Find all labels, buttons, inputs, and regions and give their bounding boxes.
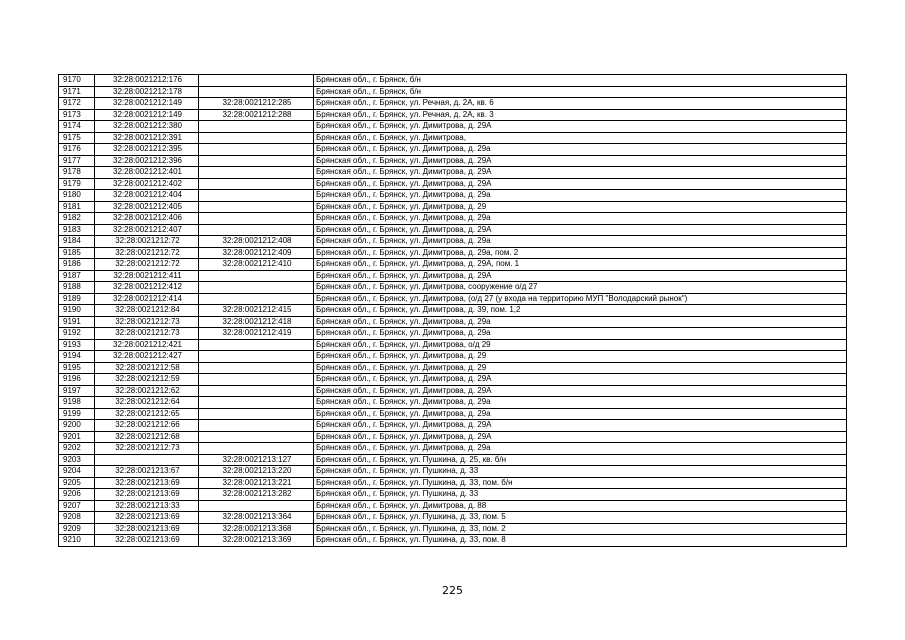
table-row [59, 351, 847, 363]
address-cell: Брянская обл., г. Брянск, ул. Димитрова, д. 29А, пом. 1 [314, 259, 847, 271]
address-cell: Брянская обл., г. Брянск, ул. Пушкина, д. 33 [314, 466, 847, 478]
table-row [59, 523, 847, 535]
cadastral-number-cell: 32:28:0021213:69 [95, 523, 199, 535]
cadastral-number-cell: 32:28:0021212:380 [95, 121, 199, 133]
row-number-cell: 9198 [59, 397, 95, 409]
address-cell: Брянская обл., г. Брянск, ул. Димитрова, д. 29а [314, 443, 847, 455]
cadastral-number-cell: 32:28:0021212:427 [95, 351, 199, 363]
row-number-cell: 9170 [59, 75, 95, 87]
cadastral-number-cell: 32:28:0021212:73 [95, 316, 199, 328]
table-row [59, 213, 847, 225]
address-cell: Брянская обл., г. Брянск, ул. Димитрова, д. 39, пом. 1,2 [314, 305, 847, 317]
object-cadastral-number-cell [199, 385, 314, 397]
row-number-cell: 9190 [59, 305, 95, 317]
address-cell: Брянская обл., г. Брянск, ул. Димитрова, д. 88 [314, 500, 847, 512]
row-number-cell: 9208 [59, 512, 95, 524]
address-cell: Брянская обл., г. Брянск, ул. Димитрова, д. 29А [314, 385, 847, 397]
row-number-cell: 9199 [59, 408, 95, 420]
row-number-cell: 9187 [59, 270, 95, 282]
object-cadastral-number-cell [199, 500, 314, 512]
address-cell: Брянская обл., г. Брянск, ул. Димитрова, д. 29А [314, 374, 847, 386]
cadastral-number-cell: 32:28:0021213:69 [95, 512, 199, 524]
row-number-cell: 9204 [59, 466, 95, 478]
address-cell: Брянская обл., г. Брянск, б/н [314, 75, 847, 87]
object-cadastral-number-cell [199, 121, 314, 133]
object-cadastral-number-cell [199, 293, 314, 305]
row-number-cell: 9177 [59, 155, 95, 167]
object-cadastral-number-cell [199, 224, 314, 236]
address-cell: Брянская обл., г. Брянск, ул. Димитрова, д. 29А [314, 420, 847, 432]
table-row [59, 420, 847, 432]
address-cell: Брянская обл., г. Брянск, ул. Димитрова, д. 29а, пом. 2 [314, 247, 847, 259]
address-cell: Брянская обл., г. Брянск, ул. Димитрова, д. 29а [314, 397, 847, 409]
cadastral-number-cell: 32:28:0021212:176 [95, 75, 199, 87]
row-number-cell: 9174 [59, 121, 95, 133]
object-cadastral-number-cell [199, 190, 314, 202]
object-cadastral-number-cell: 32:28:0021212:288 [199, 109, 314, 121]
address-cell: Брянская обл., г. Брянск, ул. Димитрова, д. 29А [314, 178, 847, 190]
cadastral-number-cell: 32:28:0021212:396 [95, 155, 199, 167]
row-number-cell: 9210 [59, 535, 95, 547]
cadastral-number-cell: 32:28:0021212:411 [95, 270, 199, 282]
row-number-cell: 9193 [59, 339, 95, 351]
object-cadastral-number-cell [199, 431, 314, 443]
row-number-cell: 9186 [59, 259, 95, 271]
cadastral-number-cell: 32:28:0021212:395 [95, 144, 199, 156]
table-row [59, 190, 847, 202]
address-cell: Брянская обл., г. Брянск, ул. Димитрова, сооружение о/д 27 [314, 282, 847, 294]
object-cadastral-number-cell [199, 408, 314, 420]
address-cell: Брянская обл., г. Брянск, ул. Димитрова, д. 29а [314, 408, 847, 420]
row-number-cell: 9178 [59, 167, 95, 179]
address-cell: Брянская обл., г. Брянск, ул. Димитрова, д. 29А [314, 167, 847, 179]
address-cell: Брянская обл., г. Брянск, ул. Димитрова, д. 29А [314, 121, 847, 133]
row-number-cell: 9207 [59, 500, 95, 512]
row-number-cell: 9173 [59, 109, 95, 121]
object-cadastral-number-cell [199, 282, 314, 294]
page-number: 225 [442, 584, 463, 597]
row-number-cell: 9209 [59, 523, 95, 535]
table-row [59, 98, 847, 110]
object-cadastral-number-cell: 32:28:0021213:364 [199, 512, 314, 524]
row-number-cell: 9203 [59, 454, 95, 466]
row-number-cell: 9205 [59, 477, 95, 489]
table-row [59, 167, 847, 179]
row-number-cell: 9196 [59, 374, 95, 386]
object-cadastral-number-cell [199, 155, 314, 167]
table-row [59, 305, 847, 317]
table-row [59, 477, 847, 489]
row-number-cell: 9176 [59, 144, 95, 156]
row-number-cell: 9191 [59, 316, 95, 328]
address-cell: Брянская обл., г. Брянск, ул. Димитрова, д. 29А [314, 155, 847, 167]
object-cadastral-number-cell: 32:28:0021213:282 [199, 489, 314, 501]
object-cadastral-number-cell: 32:28:0021212:419 [199, 328, 314, 340]
row-number-cell: 9206 [59, 489, 95, 501]
address-cell: Брянская обл., г. Брянск, ул. Димитрова, (о/д 27 (у входа на территорию МУП "Володарский рынок") [314, 293, 847, 305]
object-cadastral-number-cell: 32:28:0021213:368 [199, 523, 314, 535]
address-cell: Брянская обл., г. Брянск, ул. Димитрова, д. 29 [314, 362, 847, 374]
address-cell: Брянская обл., г. Брянск, ул. Димитрова, д. 29А [314, 431, 847, 443]
object-cadastral-number-cell [199, 362, 314, 374]
table-row [59, 121, 847, 133]
cadastral-number-cell: 32:28:0021212:65 [95, 408, 199, 420]
object-cadastral-number-cell [199, 86, 314, 98]
row-number-cell: 9202 [59, 443, 95, 455]
registry-table [58, 74, 847, 547]
address-cell: Брянская обл., г. Брянск, ул. Димитрова, д. 29 [314, 201, 847, 213]
cadastral-number-cell: 32:28:0021213:69 [95, 535, 199, 547]
row-number-cell: 9188 [59, 282, 95, 294]
object-cadastral-number-cell: 32:28:0021212:415 [199, 305, 314, 317]
row-number-cell: 9182 [59, 213, 95, 225]
cadastral-number-cell: 32:28:0021212:62 [95, 385, 199, 397]
address-cell: Брянская обл., г. Брянск, ул. Димитрова, д. 29а [314, 316, 847, 328]
registry-table-body [59, 75, 847, 547]
cadastral-number-cell: 32:28:0021212:405 [95, 201, 199, 213]
table-row [59, 178, 847, 190]
table-row [59, 454, 847, 466]
object-cadastral-number-cell [199, 397, 314, 409]
object-cadastral-number-cell: 32:28:0021212:418 [199, 316, 314, 328]
address-cell: Брянская обл., г. Брянск, ул. Пушкина, д. 33, пом. 2 [314, 523, 847, 535]
object-cadastral-number-cell [199, 213, 314, 225]
table-row [59, 431, 847, 443]
table-row [59, 293, 847, 305]
row-number-cell: 9179 [59, 178, 95, 190]
object-cadastral-number-cell: 32:28:0021212:410 [199, 259, 314, 271]
row-number-cell: 9189 [59, 293, 95, 305]
object-cadastral-number-cell [199, 144, 314, 156]
object-cadastral-number-cell: 32:28:0021213:221 [199, 477, 314, 489]
cadastral-number-cell: 32:28:0021212:73 [95, 443, 199, 455]
cadastral-number-cell: 32:28:0021212:407 [95, 224, 199, 236]
address-cell: Брянская обл., г. Брянск, ул. Димитрова, д. 29а [314, 328, 847, 340]
object-cadastral-number-cell: 32:28:0021212:408 [199, 236, 314, 248]
cadastral-number-cell: 32:28:0021212:68 [95, 431, 199, 443]
address-cell: Брянская обл., г. Брянск, ул. Димитрова, д. 29А [314, 270, 847, 282]
cadastral-number-cell: 32:28:0021212:72 [95, 259, 199, 271]
row-number-cell: 9175 [59, 132, 95, 144]
cadastral-number-cell: 32:28:0021213:67 [95, 466, 199, 478]
cadastral-number-cell: 32:28:0021212:66 [95, 420, 199, 432]
row-number-cell: 9201 [59, 431, 95, 443]
cadastral-number-cell [95, 454, 199, 466]
table-row [59, 316, 847, 328]
object-cadastral-number-cell: 32:28:0021212:409 [199, 247, 314, 259]
object-cadastral-number-cell [199, 351, 314, 363]
row-number-cell: 9172 [59, 98, 95, 110]
cadastral-number-cell: 32:28:0021212:149 [95, 98, 199, 110]
table-row [59, 397, 847, 409]
address-cell: Брянская обл., г. Брянск, ул. Димитрова, д. 29А [314, 224, 847, 236]
row-number-cell: 9195 [59, 362, 95, 374]
address-cell: Брянская обл., г. Брянск, ул. Димитрова, д. 29а [314, 144, 847, 156]
object-cadastral-number-cell: 32:28:0021212:285 [199, 98, 314, 110]
table-row [59, 282, 847, 294]
table-row [59, 374, 847, 386]
object-cadastral-number-cell [199, 339, 314, 351]
address-cell: Брянская обл., г. Брянск, ул. Димитрова, д. 29а [314, 190, 847, 202]
table-row [59, 236, 847, 248]
table-row [59, 362, 847, 374]
row-number-cell: 9184 [59, 236, 95, 248]
address-cell: Брянская обл., г. Брянск, ул. Димитрова, [314, 132, 847, 144]
cadastral-number-cell: 32:28:0021212:401 [95, 167, 199, 179]
table-row [59, 408, 847, 420]
cadastral-number-cell: 32:28:0021212:404 [95, 190, 199, 202]
object-cadastral-number-cell: 32:28:0021213:369 [199, 535, 314, 547]
object-cadastral-number-cell [199, 270, 314, 282]
cadastral-number-cell: 32:28:0021212:406 [95, 213, 199, 225]
object-cadastral-number-cell [199, 374, 314, 386]
address-cell: Брянская обл., г. Брянск, ул. Димитрова, о/д 29 [314, 339, 847, 351]
object-cadastral-number-cell [199, 75, 314, 87]
table-row [59, 500, 847, 512]
cadastral-number-cell: 32:28:0021212:149 [95, 109, 199, 121]
table-row [59, 328, 847, 340]
cadastral-number-cell: 32:28:0021212:178 [95, 86, 199, 98]
address-cell: Брянская обл., г. Брянск, ул. Пушкина, д. 33, пом. б/н [314, 477, 847, 489]
table-row [59, 247, 847, 259]
row-number-cell: 9194 [59, 351, 95, 363]
object-cadastral-number-cell [199, 132, 314, 144]
object-cadastral-number-cell [199, 167, 314, 179]
cadastral-number-cell: 32:28:0021212:58 [95, 362, 199, 374]
table-row [59, 201, 847, 213]
row-number-cell: 9171 [59, 86, 95, 98]
address-cell: Брянская обл., г. Брянск, ул. Пушкина, д. 25, кв. б/н [314, 454, 847, 466]
row-number-cell: 9200 [59, 420, 95, 432]
address-cell: Брянская обл., г. Брянск, ул. Пушкина, д. 33 [314, 489, 847, 501]
cadastral-number-cell: 32:28:0021212:59 [95, 374, 199, 386]
table-row [59, 535, 847, 547]
cadastral-number-cell: 32:28:0021212:412 [95, 282, 199, 294]
address-cell: Брянская обл., г. Брянск, ул. Димитрова, д. 29а [314, 213, 847, 225]
address-cell: Брянская обл., г. Брянск, ул. Речная, д. 2А, кв. 6 [314, 98, 847, 110]
row-number-cell: 9197 [59, 385, 95, 397]
row-number-cell: 9183 [59, 224, 95, 236]
table-row [59, 443, 847, 455]
address-cell: Брянская обл., г. Брянск, ул. Димитрова, д. 29 [314, 351, 847, 363]
table-row [59, 86, 847, 98]
cadastral-number-cell: 32:28:0021213:69 [95, 489, 199, 501]
table-row [59, 270, 847, 282]
table-row [59, 259, 847, 271]
object-cadastral-number-cell: 32:28:0021213:127 [199, 454, 314, 466]
table-row [59, 155, 847, 167]
object-cadastral-number-cell [199, 443, 314, 455]
address-cell: Брянская обл., г. Брянск, ул. Пушкина, д. 33, пом. 5 [314, 512, 847, 524]
row-number-cell: 9185 [59, 247, 95, 259]
row-number-cell: 9180 [59, 190, 95, 202]
table-row [59, 385, 847, 397]
row-number-cell: 9192 [59, 328, 95, 340]
object-cadastral-number-cell [199, 178, 314, 190]
address-cell: Брянская обл., г. Брянск, ул. Речная, д. 2А, кв. 3 [314, 109, 847, 121]
table-row [59, 512, 847, 524]
cadastral-number-cell: 32:28:0021212:73 [95, 328, 199, 340]
cadastral-number-cell: 32:28:0021212:421 [95, 339, 199, 351]
table-row [59, 132, 847, 144]
cadastral-number-cell: 32:28:0021212:64 [95, 397, 199, 409]
cadastral-number-cell: 32:28:0021212:84 [95, 305, 199, 317]
table-row [59, 466, 847, 478]
object-cadastral-number-cell: 32:28:0021213:220 [199, 466, 314, 478]
address-cell: Брянская обл., г. Брянск, ул. Димитрова, д. 29а [314, 236, 847, 248]
cadastral-number-cell: 32:28:0021212:72 [95, 247, 199, 259]
table-row [59, 489, 847, 501]
cadastral-number-cell: 32:28:0021212:72 [95, 236, 199, 248]
object-cadastral-number-cell [199, 201, 314, 213]
table-row [59, 144, 847, 156]
cadastral-number-cell: 32:28:0021212:391 [95, 132, 199, 144]
address-cell: Брянская обл., г. Брянск, б/н [314, 86, 847, 98]
table-row [59, 339, 847, 351]
object-cadastral-number-cell [199, 420, 314, 432]
cadastral-number-cell: 32:28:0021212:414 [95, 293, 199, 305]
row-number-cell: 9181 [59, 201, 95, 213]
table-row [59, 224, 847, 236]
cadastral-number-cell: 32:28:0021213:69 [95, 477, 199, 489]
table-row [59, 109, 847, 121]
cadastral-number-cell: 32:28:0021213:33 [95, 500, 199, 512]
table-row [59, 75, 847, 87]
cadastral-number-cell: 32:28:0021212:402 [95, 178, 199, 190]
address-cell: Брянская обл., г. Брянск, ул. Пушкина, д. 33, пом. 8 [314, 535, 847, 547]
